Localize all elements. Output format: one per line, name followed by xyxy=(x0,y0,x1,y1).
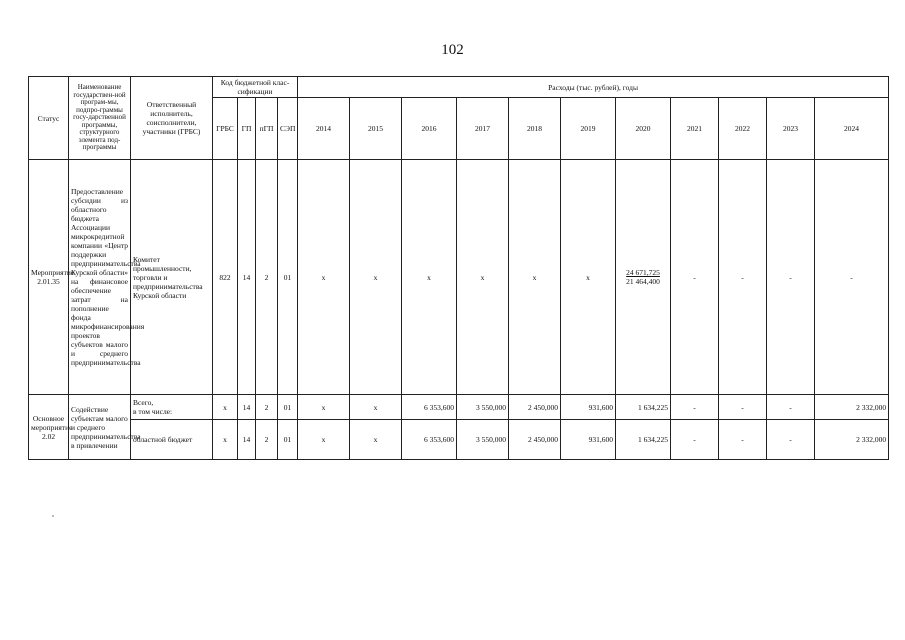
row-value: - xyxy=(767,420,815,460)
value-2020-new: 21 464,400 xyxy=(626,277,660,286)
row-value: 6 353,600 xyxy=(402,395,457,420)
header-year: 2018 xyxy=(509,98,561,160)
row-value: 2 332,000 xyxy=(815,420,889,460)
row-status: Мероприятие 2.01.35 xyxy=(29,160,69,395)
row-value: 2 332,000 xyxy=(815,395,889,420)
row-value: 931,600 xyxy=(561,395,616,420)
row-value: 3 550,000 xyxy=(457,395,509,420)
header-responsible: Ответственный исполнитель, соисполнители, участники (ГРБС) xyxy=(131,77,213,160)
header-year: 2021 xyxy=(671,98,719,160)
row-value: x xyxy=(298,420,350,460)
row-value: 1 634,225 xyxy=(616,395,671,420)
row-value: x xyxy=(350,420,402,460)
row-code: 2 xyxy=(256,160,278,395)
row-value: - xyxy=(815,160,889,395)
row-value: x xyxy=(561,160,616,395)
table-row xyxy=(29,420,889,460)
row-code: x xyxy=(213,395,238,420)
row-sub-label: областной бюджет xyxy=(131,420,213,460)
row-code: 822 xyxy=(213,160,238,395)
row-value: - xyxy=(719,160,767,395)
row-value: - xyxy=(719,395,767,420)
header-year: 2024 xyxy=(815,98,889,160)
table-row xyxy=(29,160,889,395)
scan-speck xyxy=(52,515,54,517)
row-name: Предоставление субсидии из областного бюджета Ассоциации микрокредитной компании «Центр поддержки предпринимательства Курской области» на финансовое обеспечение затрат на пополнение фонда микрофинансирования проектов субъектов малого и среднего предпринимательства xyxy=(69,160,131,395)
row-value: x xyxy=(509,160,561,395)
row-value: - xyxy=(719,420,767,460)
row-value-2020 xyxy=(616,160,671,395)
row-value: x xyxy=(298,160,350,395)
row-code: 2 xyxy=(256,395,278,420)
row-code: 14 xyxy=(238,160,256,395)
table-row xyxy=(29,395,889,420)
header-code-group: Код бюджетной клас-сификации xyxy=(213,77,298,98)
row-value: 1 634,225 xyxy=(616,420,671,460)
row-code: 14 xyxy=(238,395,256,420)
header-name: Наименование государствен-ной програм-мы, подпро-граммы госу-дарственной программы, структурного элемента под-программы xyxy=(69,77,131,160)
row-responsible: Комитет промышленности, торговли и предпринимательства Курской области xyxy=(131,160,213,395)
row-value: 3 550,000 xyxy=(457,420,509,460)
row-value: x xyxy=(402,160,457,395)
row-value: - xyxy=(767,160,815,395)
header-code-pgp: пГП xyxy=(256,98,278,160)
row-value: 6 353,600 xyxy=(402,420,457,460)
row-value: 2 450,000 xyxy=(509,395,561,420)
header-expenses-group: Расходы (тыс. рублей), годы xyxy=(298,77,889,98)
header-year: 2023 xyxy=(767,98,815,160)
row-code: 01 xyxy=(278,420,298,460)
row-value: - xyxy=(671,395,719,420)
budget-table xyxy=(28,76,889,460)
row-value: x xyxy=(350,395,402,420)
row-value: x xyxy=(350,160,402,395)
header-year: 2022 xyxy=(719,98,767,160)
row-value: x xyxy=(457,160,509,395)
row-name: Содействие субъектам малого и среднего предпринимательства в привлечении xyxy=(69,395,131,460)
row-status: Основное мероприятие 2.02 xyxy=(29,395,69,460)
header-year: 2019 xyxy=(561,98,616,160)
header-code-sep: СЭП xyxy=(278,98,298,160)
row-total-label: Всего, в том числе: xyxy=(131,395,213,420)
header-year: 2020 xyxy=(616,98,671,160)
row-code: 01 xyxy=(278,395,298,420)
header-year: 2016 xyxy=(402,98,457,160)
row-code: 01 xyxy=(278,160,298,395)
header-year: 2014 xyxy=(298,98,350,160)
row-value: 931,600 xyxy=(561,420,616,460)
row-value: 2 450,000 xyxy=(509,420,561,460)
row-value: - xyxy=(671,160,719,395)
header-status: Статус xyxy=(29,77,69,160)
row-code: 2 xyxy=(256,420,278,460)
header-code-gp: ГП xyxy=(238,98,256,160)
page-number: 102 xyxy=(441,42,464,58)
row-value: x xyxy=(298,395,350,420)
row-value: - xyxy=(671,420,719,460)
row-value: - xyxy=(767,395,815,420)
header-code-grbs: ГРБС xyxy=(213,98,238,160)
header-year: 2017 xyxy=(457,98,509,160)
header-year: 2015 xyxy=(350,98,402,160)
value-2020-old: 24 671,725 xyxy=(626,268,660,277)
row-code: 14 xyxy=(238,420,256,460)
row-code: x xyxy=(213,420,238,460)
